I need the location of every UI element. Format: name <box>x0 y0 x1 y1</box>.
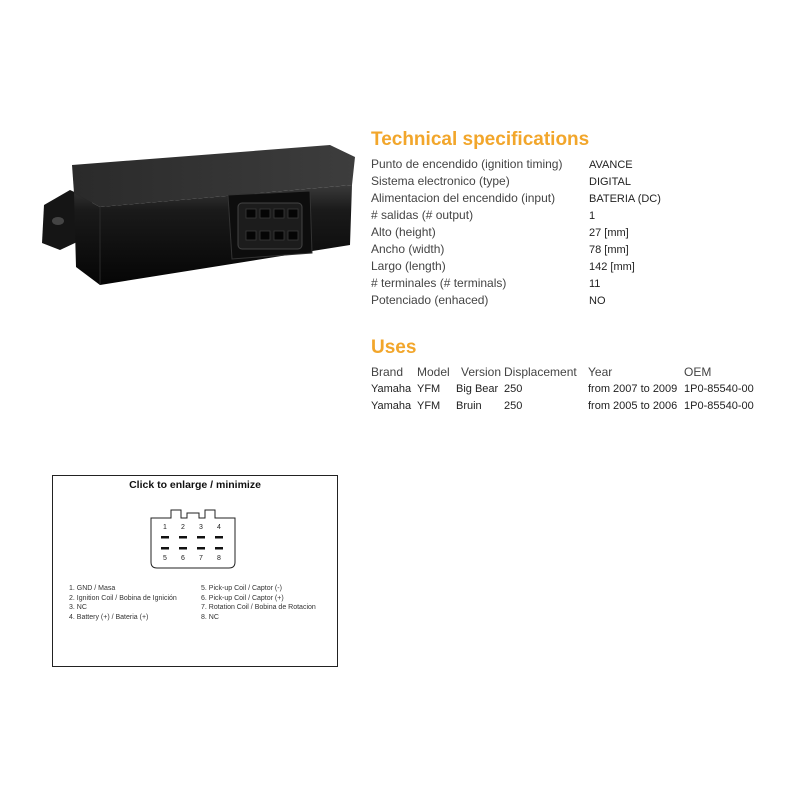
uses-cell: 250 <box>504 400 523 412</box>
spec-row <box>371 207 791 224</box>
uses-cell: 1P0-85540-00 <box>684 400 754 412</box>
pin-legend-item: 3. NC <box>69 604 87 611</box>
uses-title: Uses <box>371 337 417 358</box>
spec-row <box>371 275 791 292</box>
pin-legend-item: 4. Battery (+) / Bateria (+) <box>69 613 149 621</box>
wiring-diagram[interactable] <box>52 475 338 667</box>
pin-legend-item: 2. Ignition Coil / Bobina de Ignición <box>69 594 177 602</box>
spec-label: Potenciado (enhaced) <box>371 293 489 307</box>
spec-label: Punto de encendido (ignition timing) <box>371 157 563 171</box>
pin-legend-left <box>69 584 177 622</box>
pin-legend-right <box>201 584 316 622</box>
pin-number: 3 <box>199 524 203 531</box>
spec-row <box>371 258 791 275</box>
uses-cell: 250 <box>504 383 523 395</box>
uses-cell: from 2005 to 2006 <box>588 400 678 412</box>
pin-number: 1 <box>163 524 167 531</box>
pin-terminal <box>161 536 169 539</box>
uses-header-model: Model <box>417 365 450 379</box>
spec-value: 1 <box>589 210 596 222</box>
spec-label: Alto (height) <box>371 225 436 239</box>
uses-header-version: Version <box>461 365 502 379</box>
pin-number: 4 <box>217 524 221 531</box>
uses-header-oem: OEM <box>684 365 712 379</box>
spec-row <box>371 156 791 173</box>
connector-pinout-icon <box>143 502 243 574</box>
spec-value: 142 [mm] <box>589 261 635 273</box>
pin-number: 7 <box>199 555 203 562</box>
spec-label: Sistema electronico (type) <box>371 174 510 188</box>
uses-table-row <box>371 398 791 415</box>
uses-table-row <box>371 381 791 398</box>
uses-cell: YFM <box>417 400 441 412</box>
pin-terminal <box>179 547 187 550</box>
uses-header-year: Year <box>588 365 613 379</box>
pin-number: 5 <box>163 555 167 562</box>
cdi-module-photo <box>30 135 360 295</box>
uses-table-header <box>371 364 791 381</box>
uses-cell: Yamaha <box>371 383 412 395</box>
spec-label: # terminales (# terminals) <box>371 276 507 290</box>
spec-value: BATERIA (DC) <box>589 193 661 205</box>
spec-row <box>371 173 791 190</box>
uses-cell: YFM <box>417 383 441 395</box>
pin-terminal <box>179 536 187 539</box>
uses-cell: 1P0-85540-00 <box>684 383 754 395</box>
spec-label: Alimentacion del encendido (input) <box>371 191 556 205</box>
spec-row <box>371 292 791 309</box>
spec-label: # salidas (# output) <box>371 208 474 222</box>
spec-row <box>371 224 791 241</box>
technical-specifications <box>371 128 791 309</box>
spec-value: DIGITAL <box>589 176 631 188</box>
pin-terminal <box>197 547 205 550</box>
spec-value: 11 <box>589 278 601 290</box>
uses-header-brand: Brand <box>371 365 404 379</box>
pin-legend-item: 1. GND / Masa <box>69 585 116 592</box>
spec-row <box>371 241 791 258</box>
pin-terminal <box>215 547 223 550</box>
enlarge-toggle-link[interactable]: Click to enlarge / minimize <box>129 479 261 491</box>
uses-section <box>371 336 791 415</box>
spec-value: AVANCE <box>589 159 633 171</box>
uses-cell: Yamaha <box>371 400 412 412</box>
spec-row <box>371 190 791 207</box>
spec-value: 78 [mm] <box>589 244 629 256</box>
pin-number: 8 <box>217 555 221 562</box>
pin-number: 6 <box>181 555 185 562</box>
uses-header-displacement: Displacement <box>504 365 577 379</box>
pin-legend-item: 8. NC <box>201 613 219 621</box>
pin-terminal <box>215 536 223 539</box>
pin-terminal <box>161 547 169 550</box>
pin-legend-item: 6. Pick-up Coil / Captor (+) <box>201 594 284 602</box>
pin-legend-item: 5. Pick-up Coil / Captor (-) <box>201 585 282 592</box>
uses-cell: Bruin <box>456 400 482 412</box>
specs-title: Technical specifications <box>371 129 590 150</box>
spec-label: Largo (length) <box>371 259 446 273</box>
spec-value: 27 [mm] <box>589 227 629 239</box>
uses-cell: from 2007 to 2009 <box>588 383 678 395</box>
pin-legend-item: 7. Rotation Coil / Bobina de Rotacion <box>201 604 316 611</box>
pin-number: 2 <box>181 524 185 531</box>
spec-value: NO <box>589 295 606 307</box>
uses-cell: Big Bear <box>456 383 499 395</box>
spec-label: Ancho (width) <box>371 242 445 256</box>
pin-terminal <box>197 536 205 539</box>
